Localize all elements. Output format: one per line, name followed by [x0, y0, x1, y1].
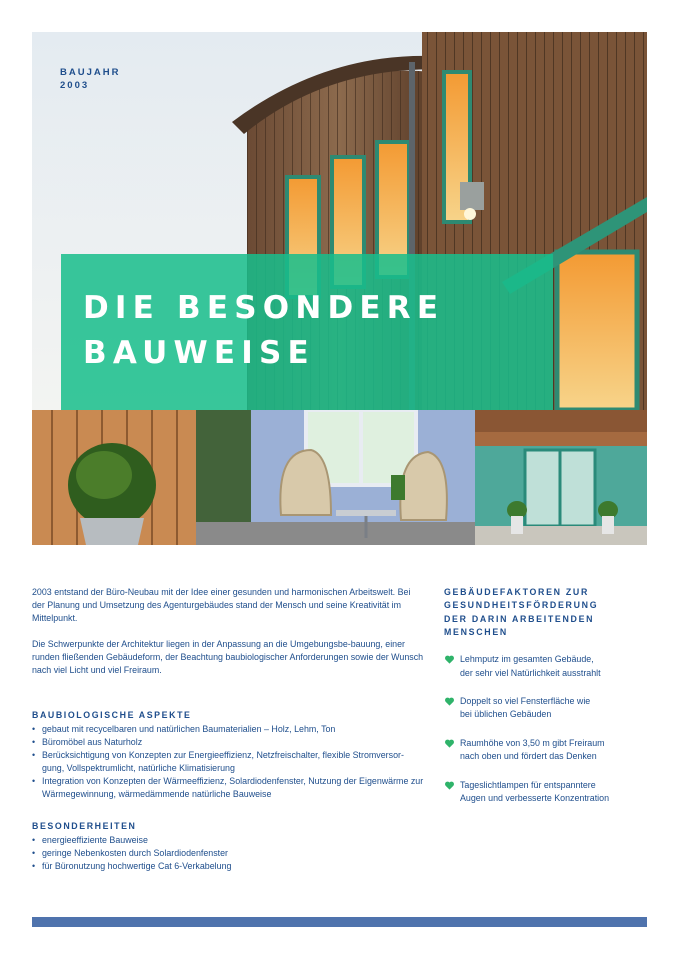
factor-text: bei üblichen Gebäuden [460, 709, 552, 720]
factor-text: Raumhöhe von 3,50 m gibt Freiraum [460, 737, 605, 748]
photo-lounge-chairs [196, 410, 475, 545]
title-line-2: BAUWEISE [83, 335, 315, 371]
page-title [83, 286, 444, 376]
title-line-1: DIE BESONDERE [83, 290, 445, 326]
heart-icon [444, 696, 455, 707]
besonderheiten-list [32, 834, 424, 873]
list-item: • energieeffiziente Bauweise [32, 834, 424, 847]
hero-image [32, 32, 647, 410]
heart-icon [444, 654, 455, 665]
heart-icon [444, 780, 455, 791]
factor-text: Lehmputz im gesamten Gebäude, [460, 654, 594, 665]
factor-text: Tageslichtlampen für entspanntere [460, 779, 596, 790]
factor-item [444, 779, 647, 806]
besonderheiten-heading: BESONDERHEITEN [32, 821, 137, 831]
list-item: • Berücksichtigung von Konzepten zur Energieeffizienz, Netzfreischalter, flexible Stromversor-gung, Vollspektrumlicht, natürliche Klimatisierung [32, 749, 424, 775]
photo-entrance [475, 410, 647, 545]
factor-text: nach oben und fördert das Denken [460, 751, 597, 762]
factors-column [444, 586, 647, 820]
list-item: • Büromöbel aus Naturholz [32, 736, 424, 749]
factor-item [444, 653, 647, 680]
list-item: • Integration von Konzepten der Wärmeeffizienz, Solardiodenfenster, Nutzung der Eigenwärme zur Wärmegewinnung, wärmedämmende natürliche Bauweise [32, 775, 424, 801]
factor-item [444, 737, 647, 764]
list-item: • für Büronutzung hochwertige Cat 6-Verkabelung [32, 860, 424, 873]
list-item: • geringe Nebenkosten durch Solardiodenfenster [32, 847, 424, 860]
baujahr-year: 2003 [60, 80, 90, 91]
title-box [61, 254, 553, 410]
factor-text: Augen und verbesserte Konzentration [460, 793, 610, 804]
list-item: • gebaut mit recycelbaren und natürlichen Baumaterialien – Holz, Lehm, Ton [32, 723, 424, 736]
intro-paragraph-1: 2003 entstand der Büro-Neubau mit der Idee einer gesunden und harmonischen Arbeitswelt. Bei der Planung und Umsetzung des Agenturgebäudes stand der Mensch und seine Kreativität im Mittelpunkt. [32, 587, 411, 623]
intro-paragraph-2: Die Schwerpunkte der Architektur liegen in der Anpassung an die Umgebungsbe-bauung, einer runden fließenden Gebäudeform, der Beachtung baubiologischer Anforderungen sowie der Wunsch nach viel Licht und viel Freiraum. [32, 639, 424, 675]
factor-text: Doppelt so viel Fensterfläche wie [460, 696, 591, 706]
factor-text: der sehr viel Natürlichkeit ausstrahlt [460, 667, 601, 678]
heart-icon [444, 738, 455, 749]
footer-bar [32, 917, 647, 927]
baubiologie-list [32, 723, 424, 801]
year-label [60, 66, 120, 92]
baubiologie-heading: BAUBIOLOGISCHE ASPEKTE [32, 710, 192, 720]
factors-heading: GEBÄUDEFAKTOREN ZUR GESUNDHEITSFÖRDERUNG DER DARIN ARBEITENDEN MENSCHEN [444, 587, 599, 637]
photo-boxwood [32, 410, 196, 545]
factor-item [444, 695, 647, 722]
baujahr-label: BAUJAHR [60, 67, 121, 78]
main-text-column [32, 586, 424, 873]
